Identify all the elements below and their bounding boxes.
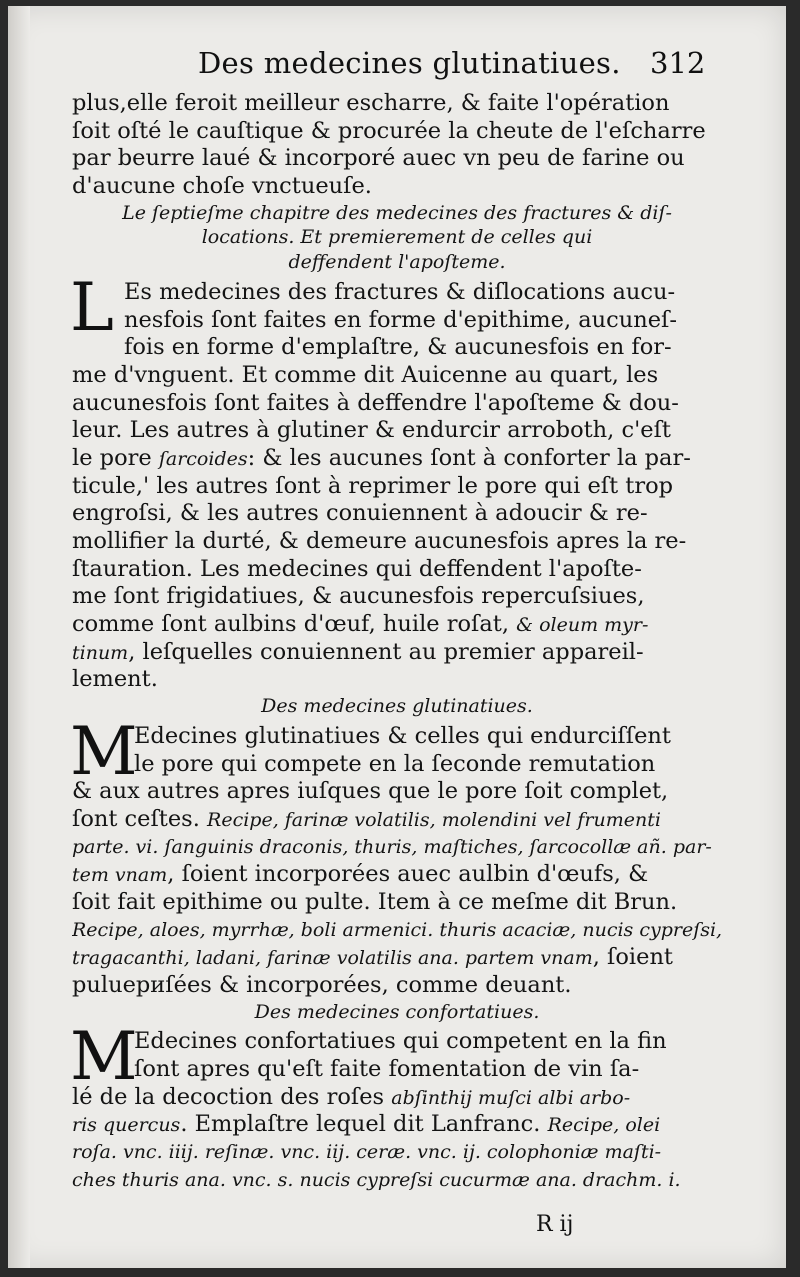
text-line: engroſsi, & les autres conuiennent à adoucir & re-	[72, 500, 648, 527]
text-span: , leſquelles conuiennent au premier appareil-	[128, 638, 644, 665]
text-line: lement.	[72, 666, 158, 693]
text-span: : & les aucunes ſont à conforter la par-	[247, 444, 691, 471]
running-head: Des medecines glutinatiues.	[198, 46, 621, 80]
section-heading-glutinatiues: Des medecines glutinatiues.	[261, 695, 533, 718]
signature-mark: R ij	[536, 1212, 574, 1237]
text-span: . Emplaſtre lequel dit Lanfranc.	[180, 1111, 548, 1138]
italic-recipe: Recipe, olei	[547, 1114, 661, 1137]
text-line: ſont apres qu'eſt faite fomentation de vin ſa-	[134, 1056, 640, 1083]
text-span: ſont ceſtes.	[72, 805, 208, 832]
text-line-italic: Recipe, aloes, myrrhæ, boli armenici. thuris acaciæ, nucis cypreſsi,	[72, 918, 722, 941]
text-line: aucunesfois ſont faites à deffendre l'apoſteme & dou-	[72, 389, 679, 416]
text-line: me d'vnguent. Et comme dit Auicenne au quart, les	[72, 361, 659, 388]
italic-term: ſarcoides	[158, 447, 248, 470]
text-line	[72, 861, 722, 889]
text-line-italic: roſa. vnc. iiij. reſinæ. vnc. iij. ceræ. vnc. ij. colophoniæ maſti-	[72, 1141, 662, 1164]
text-line: ticule,' les autres ſont à reprimer le pore qui eſt trop	[72, 472, 674, 499]
text-line: Edecines confortatiues qui competent en la fin	[134, 1028, 667, 1055]
heading-line: locations. Et premierement de celles qui	[201, 226, 593, 249]
italic-term: tinum	[72, 641, 129, 664]
italic-recipe: Recipe, farinæ volatilis, molendini vel frumenti	[207, 808, 661, 831]
page-spine-shadow	[8, 6, 30, 1268]
text-line: mollifier la durté, & demeure aucunesfois apres la re-	[72, 528, 687, 554]
text-line: ſoit fait epithime ou pulte. Item à ce meſme dit Brun.	[72, 888, 678, 915]
italic-term: abſinthij muſci albi arbo-	[391, 1086, 631, 1109]
paragraph-confortatiues	[70, 1018, 722, 1194]
drop-cap: M	[70, 712, 138, 790]
text-line	[72, 944, 722, 972]
text-line	[72, 611, 722, 639]
text-line: ſtauration. Les medecines qui deffendent l'apoſte-	[72, 555, 642, 582]
text-line	[72, 639, 722, 667]
text-line: & aux autres apres iuſques que le pore ſoit complet,	[72, 778, 669, 805]
book-page	[8, 6, 786, 1268]
heading-line: deffendent l'apoſteme.	[288, 251, 506, 274]
page-number: 312	[650, 46, 706, 80]
heading-line: Le ſeptieſme chapitre des medecines des fractures & diſ-	[122, 201, 672, 224]
italic-term: ris quercus	[72, 1114, 181, 1137]
italic-term: tem vnam	[72, 864, 168, 887]
chapter-heading	[72, 201, 722, 275]
text-line: le pore qui compete en la ſeconde remutation	[134, 750, 656, 777]
drop-cap: M	[70, 1018, 138, 1096]
paragraph-continuation	[72, 90, 722, 201]
text-line: Es medecines des fractures & diſlocations aucu-	[124, 278, 676, 305]
text-span: , ſoient	[592, 944, 673, 971]
text-line	[72, 1111, 722, 1139]
text-span: , ſoient incorporées auec aulbin d'œufs, &	[167, 861, 649, 888]
text-line	[72, 806, 722, 834]
italic-term: & oleum myr-	[516, 614, 649, 637]
text-span: comme ſont aulbins d'œuf, huile roſat,	[72, 611, 517, 638]
text-line: me ſont frigidatiues, & aucunesfois repercuſsiues,	[72, 583, 645, 610]
paragraph-fractures	[70, 268, 722, 694]
section-heading-confortatiues: Des medecines confortatiues.	[254, 1000, 540, 1023]
text-line: par beurre laué & incorporé auec vn peu de farine ou	[72, 145, 685, 172]
italic-recipe: tragacanthi, ladani, farinæ volatilis ana. partem vnam	[72, 947, 593, 970]
text-span: le pore	[72, 444, 159, 471]
text-line: Edecines glutinatiues & celles qui endurciſſent	[134, 722, 671, 749]
drop-cap: L	[70, 268, 114, 346]
text-line: nesfois ſont faites en forme d'epithime, aucuneſ-	[124, 306, 677, 333]
text-line: fois en forme d'emplaſtre, & aucunesfois en for-	[124, 334, 672, 361]
text-line: leur. Les autres à glutiner & endurcir arroboth, c'eſt	[72, 417, 671, 444]
text-line-italic: ches thuris ana. vnc. s. nucis cypreſsi cucurmæ ana. drachm. i.	[72, 1168, 681, 1191]
page-text	[72, 90, 722, 1195]
text-line: puluериſées & incorporées, comme deuant.	[72, 972, 572, 998]
text-line	[72, 1084, 722, 1112]
text-line	[72, 445, 722, 473]
page-footer	[8, 1212, 786, 1248]
page-header	[8, 46, 786, 82]
text-line: ſoit oſté le cauſtique & procurée la cheute de l'eſcharre	[72, 117, 706, 144]
text-span: lé de la decoction des roſes	[72, 1083, 392, 1110]
paragraph-glutinatiues	[70, 712, 722, 1000]
text-line-italic: parte. vi. ſanguinis draconis, thuris, maſtiches, ſarcocollæ añ. par-	[72, 835, 712, 858]
text-line: plus,elle feroit meilleur escharre, & faite l'opération	[72, 90, 670, 116]
text-line: d'aucune choſe vnctueuſe.	[72, 173, 372, 200]
